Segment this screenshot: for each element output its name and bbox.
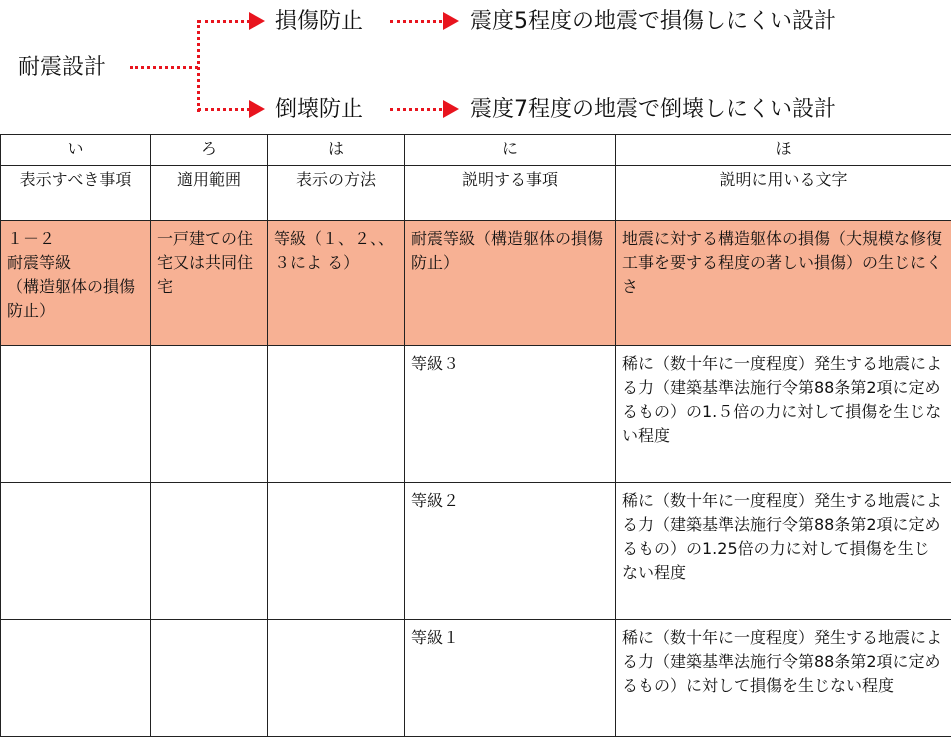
column-letter: い (1, 135, 151, 166)
item-subtitle: （構造躯体の損傷防止） (7, 275, 144, 323)
empty-cell (1, 620, 151, 737)
empty-cell (151, 346, 268, 483)
column-letter: は (268, 135, 405, 166)
empty-cell (151, 620, 268, 737)
column-letter: ほ (616, 135, 951, 166)
scope-cell: 一戸建ての住宅又は共同住宅 (151, 221, 268, 346)
lower-desc-line (390, 108, 442, 111)
table-row (1, 620, 951, 737)
column-letter-row (1, 135, 951, 166)
column-letter: ろ (151, 135, 268, 166)
column-header: 説明する事項 (405, 166, 616, 221)
item-number: １－２ (7, 227, 144, 251)
upper-desc-arrow-icon (443, 12, 459, 30)
empty-cell (151, 483, 268, 620)
highlighted-item-row (1, 221, 951, 346)
empty-cell (1, 346, 151, 483)
grade-text-cell: 稀に（数十年に一度程度）発生する地震による力（建築基準法施行令第88条第2項に定めるもの）の1.５倍の力に対して損傷を生じない程度 (616, 346, 951, 483)
column-header: 表示すべき事項 (1, 166, 151, 221)
item-cell (1, 221, 151, 346)
upper-branch-description: 震度5程度の地震で損傷しにくい設計 (470, 10, 836, 34)
table-row (1, 483, 951, 620)
seismic-design-diagram (0, 0, 951, 134)
text-cell: 地震に対する構造躯体の損傷（大規模な修復工事を要する程度の著しい損傷）の生じにくさ (616, 221, 951, 346)
grade-cell: 等級１ (405, 620, 616, 737)
empty-cell (268, 346, 405, 483)
table-row (1, 346, 951, 483)
empty-cell (268, 620, 405, 737)
grade-text-cell: 稀に（数十年に一度程度）発生する地震による力（建築基準法施行令第88条第2項に定めるもの）の1.25倍の力に対して損傷を生じない程度 (616, 483, 951, 620)
lower-desc-arrow-icon (443, 100, 459, 118)
column-header: 表示の方法 (268, 166, 405, 221)
upper-branch-line (198, 20, 250, 23)
grade-cell: 等級２ (405, 483, 616, 620)
empty-cell (268, 483, 405, 620)
empty-cell (1, 483, 151, 620)
diagram-root-label: 耐震設計 (18, 56, 106, 80)
lower-branch-line (198, 108, 250, 111)
column-header-row (1, 166, 951, 221)
column-letter: に (405, 135, 616, 166)
column-header: 説明に用いる文字 (616, 166, 951, 221)
root-connector-line (130, 66, 198, 69)
seismic-grade-table (0, 134, 951, 737)
item-name: 耐震等級 (7, 251, 144, 275)
method-cell: 等級（１、２、、３によ る） (268, 221, 405, 346)
upper-branch-label: 損傷防止 (275, 10, 363, 34)
upper-arrow-icon (249, 12, 265, 30)
lower-arrow-icon (249, 100, 265, 118)
lower-branch-description: 震度7程度の地震で倒壊しにくい設計 (470, 98, 836, 122)
grade-cell: 等級３ (405, 346, 616, 483)
grade-text-cell: 稀に（数十年に一度程度）発生する地震による力（建築基準法施行令第88条第2項に定めるもの）に対して損傷を生じない程度 (616, 620, 951, 737)
lower-branch-label: 倒壊防止 (275, 98, 363, 122)
upper-desc-line (390, 20, 442, 23)
branch-vertical-line (197, 20, 200, 112)
column-header: 適用範囲 (151, 166, 268, 221)
explain-cell: 耐震等級（構造躯体の損傷防止） (405, 221, 616, 346)
